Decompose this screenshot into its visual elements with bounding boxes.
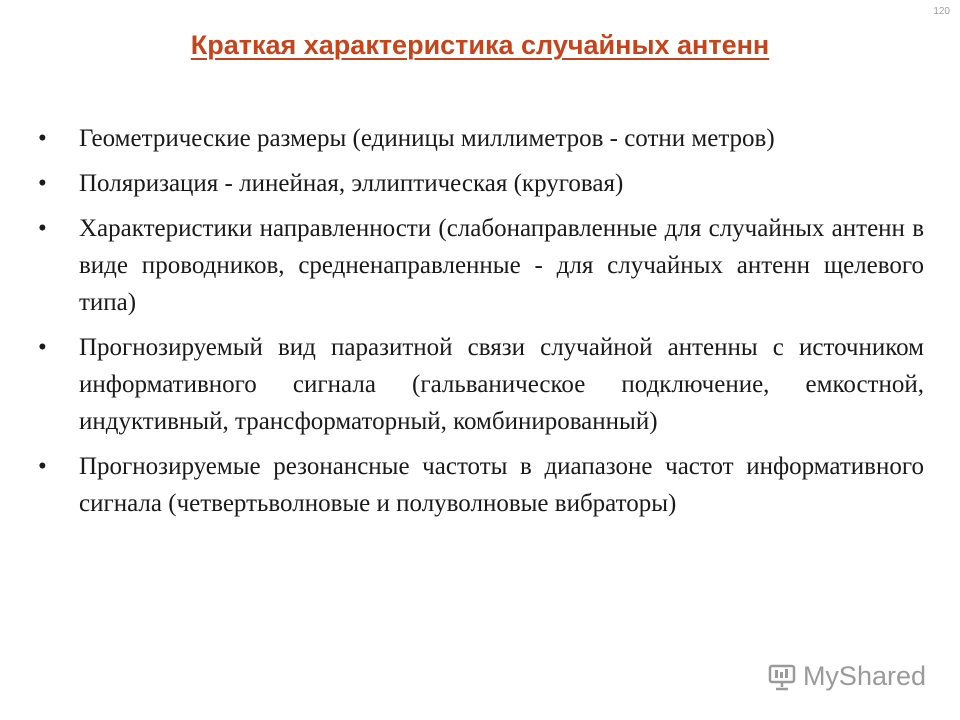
bullet-text: Прогнозируемый вид паразитной связи случайной антенны с источником информативного сигнала (гальваническое подключение, емкостной, индуктивный, трансформаторный, комбинированный) [79,334,924,435]
presentation-board-icon [767,662,797,692]
bullet-marker: • [38,334,47,361]
slide-number: 120 [933,6,950,17]
watermark-text: MyShared [802,661,926,691]
bullet-text: Геометрические размеры (единицы миллиметров - сотни метров) [79,125,775,152]
bullet-marker: • [38,215,47,242]
slide-title-text: Краткая характеристика случайных антенн [190,30,770,60]
bullet-item [38,329,924,440]
bullet-text: Поляризация - линейная, эллиптическая (круговая) [79,170,624,197]
bullet-text: Прогнозируемые резонансные частоты в диапазоне частот информативного сигнала (четвертьволновые и полуволновые вибраторы) [79,453,924,517]
bullet-item [38,210,924,321]
bullet-marker: • [38,125,47,152]
watermark [767,661,926,692]
bullet-item [38,448,924,522]
bullet-marker: • [38,170,47,197]
bullet-text: Характеристики направленности (слабонаправленные для случайных антенн в виде проводников, средненаправленные - для случайных антенн щелевого типа) [79,215,924,316]
bullet-marker: • [38,453,47,480]
bullet-list [38,120,924,530]
slide-title [0,30,960,61]
bullet-item [38,120,924,157]
bullet-item [38,165,924,202]
